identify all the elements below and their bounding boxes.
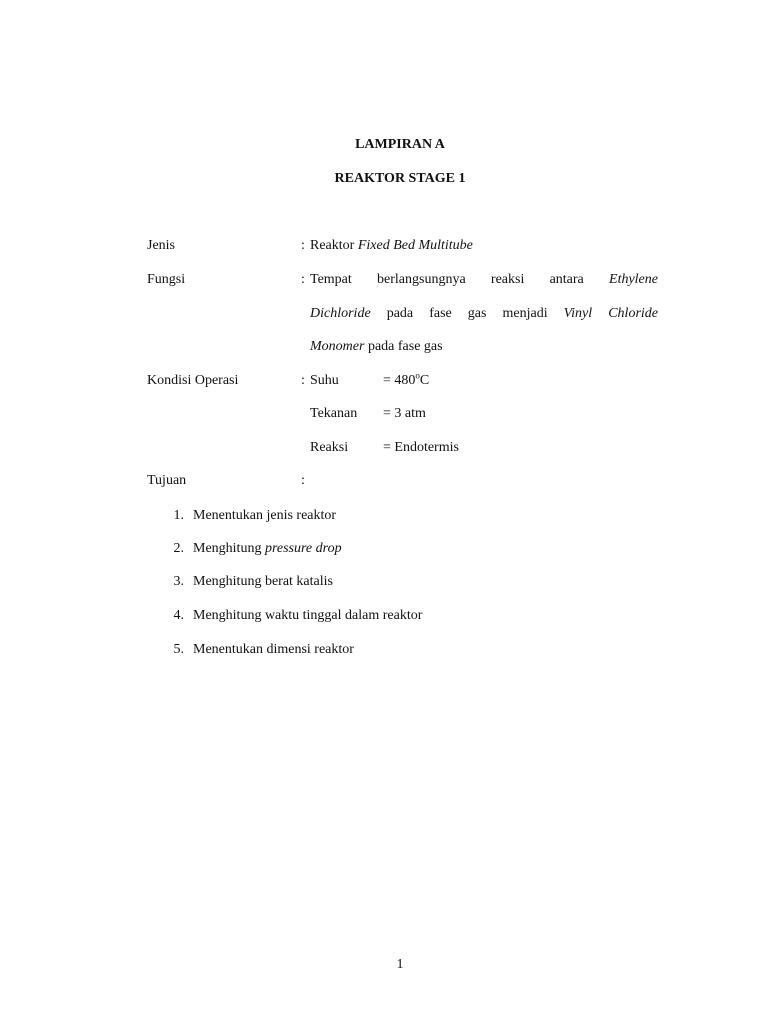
suhu-value: [383, 370, 430, 389]
fungsi-word: fase: [429, 306, 452, 321]
fungsi-word-italic: Dichloride: [310, 306, 371, 321]
list-item-number: 2.: [173, 541, 184, 556]
page-number: 1: [396, 957, 404, 972]
kondisi-colon: :: [301, 373, 305, 388]
fungsi-word: reaksi: [490, 272, 525, 287]
jenis-value: [310, 238, 473, 254]
jenis-italic: Fixed Bed Multitube: [357, 238, 473, 253]
degree-sup: o: [415, 370, 420, 381]
jenis-label: Jenis: [147, 238, 175, 253]
list-item: [193, 508, 336, 524]
list-item: [193, 608, 422, 624]
tujuan-label: Tujuan: [147, 473, 187, 488]
list-item-text: Menghitung berat katalis: [193, 574, 333, 589]
suhu-key: Suhu: [310, 373, 339, 388]
page-subtitle: REAKTOR STAGE 1: [334, 171, 466, 186]
tekanan-value: = 3 atm: [383, 406, 426, 421]
fungsi-line-2: [310, 306, 658, 322]
page-title: LAMPIRAN A: [355, 137, 445, 152]
list-item-text: Menentukan jenis reaktor: [193, 508, 337, 523]
jenis-prefix: Reaktor: [310, 238, 355, 253]
fungsi-word-italic: Vinyl: [563, 306, 593, 321]
fungsi-word: antara: [549, 272, 584, 287]
list-item-text: Menentukan dimensi reaktor: [193, 642, 354, 657]
kondisi-label: Kondisi Operasi: [147, 373, 239, 388]
fungsi-word: Tempat: [310, 272, 352, 287]
list-item-text: Menghitung: [193, 541, 262, 556]
reaksi-key: Reaksi: [310, 440, 349, 455]
fungsi-label: Fungsi: [147, 272, 186, 287]
suhu-unit: C: [419, 373, 430, 388]
list-item-number: 4.: [173, 608, 184, 623]
fungsi-colon: :: [301, 272, 305, 287]
list-item: [193, 574, 333, 590]
fungsi-word: gas: [467, 306, 487, 321]
fungsi-line-1: [310, 272, 658, 288]
suhu-number: = 480: [383, 373, 416, 388]
fungsi-word: berlangsungnya: [377, 272, 466, 287]
list-item: [193, 541, 342, 557]
reaksi-value: = Endotermis: [383, 440, 459, 455]
fungsi-word-italic: Monomer: [310, 339, 365, 354]
list-item-text: Menghitung waktu tinggal dalam reaktor: [193, 608, 423, 623]
jenis-colon: :: [301, 238, 305, 253]
list-item-number: 3.: [173, 574, 184, 589]
fungsi-line-3-rest: pada fase gas: [367, 339, 443, 354]
list-item-number: 5.: [173, 642, 184, 657]
fungsi-word-italic: Ethylene: [609, 272, 658, 287]
fungsi-word: pada: [386, 306, 414, 321]
list-item: [193, 642, 354, 658]
fungsi-word: menjadi: [502, 306, 548, 321]
list-item-number: 1.: [173, 508, 184, 523]
fungsi-line-3: [310, 339, 443, 355]
tujuan-colon: :: [301, 473, 305, 488]
list-item-italic: pressure drop: [264, 541, 342, 556]
fungsi-word-italic: Chloride: [608, 306, 658, 321]
tekanan-key: Tekanan: [310, 406, 358, 421]
